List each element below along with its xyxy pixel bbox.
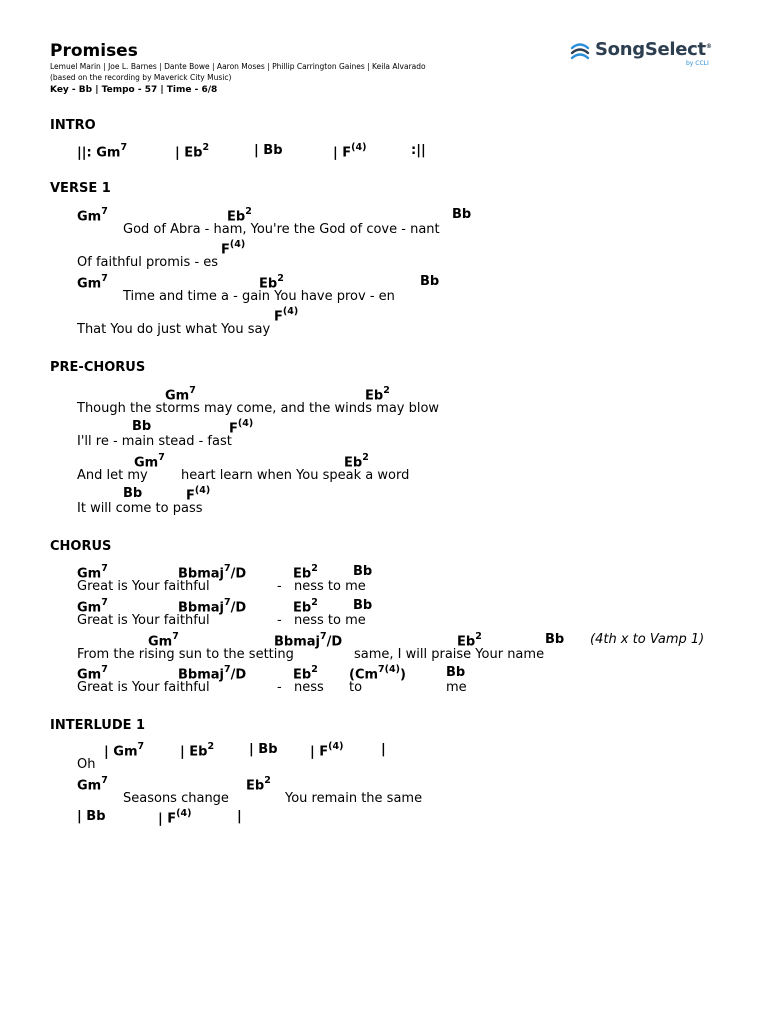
lyric: to [349, 680, 363, 695]
chord: Gm$^7$ [165, 385, 196, 404]
chord: | Eb$^2$ [175, 142, 210, 161]
lyric: Great is Your faithful [77, 680, 210, 695]
lyric: You remain the same [285, 791, 423, 806]
section-chorus: CHORUS [50, 539, 112, 554]
chord: Bb [353, 598, 373, 613]
lyric: Though the storms may come, and the winds may blow [77, 401, 440, 416]
lyric: ness to me [294, 579, 366, 594]
chord: Gm$^7$ [77, 597, 108, 616]
intro-row [0, 143, 768, 183]
section-prechorus: PRE-CHORUS [50, 360, 146, 375]
chord: $F^{(4)}$ [229, 418, 254, 437]
chord: Gm$^7$ [77, 775, 108, 794]
chord: Bbmaj$^7$/D [178, 597, 247, 616]
lyric: Seasons change [123, 791, 229, 806]
lyric: Time and time a - gain You have prov - en [123, 289, 395, 304]
chord: Gm$^7$ [134, 452, 165, 471]
chord: Eb$^2$ [457, 631, 482, 650]
chord: Bb [132, 419, 152, 434]
chord: | Bb [249, 742, 278, 757]
section-verse1: VERSE 1 [50, 181, 111, 196]
chord: $(Cm^{7(4)})$ [349, 664, 406, 683]
chord: | $F^{(4)}$ [158, 808, 192, 827]
chord: Eb$^2$ [293, 664, 318, 683]
chord: Bb [353, 564, 373, 579]
chord: Bbmaj$^7$/D [178, 563, 247, 582]
chord: Gm$^7$ [77, 273, 108, 292]
chord: $F^{(4)}$ [274, 306, 299, 325]
vamp-note: (4th x to Vamp 1) [590, 632, 705, 647]
lyric: ness to me [294, 613, 366, 628]
prechorus-line4 [0, 486, 768, 526]
lyric: same, I will praise Your name [354, 647, 545, 662]
logo-by-ccli: by CCLI [686, 60, 709, 67]
lyric: Great is Your faithful [77, 613, 210, 628]
chord: Gm$^7$ [77, 664, 108, 683]
chord: Bb [545, 632, 565, 647]
interlude1-line3 [0, 809, 768, 849]
section-interlude1: INTERLUDE 1 [50, 718, 146, 733]
verse1-line4 [0, 307, 768, 347]
song-title: Promises [50, 41, 138, 61]
chord: | Eb$^2$ [180, 741, 215, 760]
chord: Eb$^2$ [344, 452, 369, 471]
lyric: It will come to pass [77, 501, 203, 516]
chord: Bb [452, 207, 472, 222]
chord: Gm$^7$ [77, 563, 108, 582]
chord: Bb [446, 665, 466, 680]
chord: | Bb [254, 143, 283, 158]
lyric: ness [294, 680, 324, 695]
lyric: Oh [77, 757, 96, 772]
based-on-note: (based on the recording by Maverick City Music) [50, 73, 232, 82]
song-authors: Lemuel Marin | Joe L. Barnes | Dante Bowe | Aaron Moses | Phillip Carrington Gaines | Keila Alvarado [50, 62, 426, 71]
chorus-line4 [0, 665, 768, 705]
lyric: - [277, 680, 282, 695]
songselect-logo-icon [568, 39, 592, 63]
chord: | [381, 742, 386, 757]
chord: Bb [123, 486, 143, 501]
lyric: Of faithful promis - es [77, 255, 219, 270]
chord: | [237, 809, 242, 824]
logo-wordmark: SongSelect® [595, 39, 712, 60]
lyric: me [446, 680, 467, 695]
chord: Gm$^7$ [77, 206, 108, 225]
chord: | $F^{(4)}$ [333, 142, 367, 161]
chord: Bb [420, 274, 440, 289]
lyric: God of Abra - ham, You're the God of cove - nant [123, 222, 440, 237]
songselect-logo [568, 38, 728, 74]
chord: | Bb [77, 809, 106, 824]
chord: | $F^{(4)}$ [310, 741, 344, 760]
chord: Eb$^2$ [293, 597, 318, 616]
lyric: - [277, 613, 282, 628]
lyric: heart learn when You speak a word [181, 468, 410, 483]
chord: Bbmaj$^7$/D [178, 664, 247, 683]
chord: Bbmaj$^7$/D [274, 631, 343, 650]
section-intro: INTRO [50, 118, 96, 133]
chord: $F^{(4)}$ [221, 239, 246, 258]
chord: | Gm$^7$ [104, 741, 145, 760]
chord: Eb$^2$ [246, 775, 271, 794]
lyric: I'll re - main stead - fast [77, 434, 232, 449]
chord: Eb$^2$ [293, 563, 318, 582]
lyric: - [277, 579, 282, 594]
key-tempo-time: Key - Bb | Tempo - 57 | Time - 6/8 [50, 85, 218, 95]
lyric: That You do just what You say [77, 322, 271, 337]
chord: Gm$^7$ [148, 631, 179, 650]
chord: Eb$^2$ [227, 206, 252, 225]
chord: ||: Gm$^7$ [77, 142, 128, 161]
chord: Eb$^2$ [259, 273, 284, 292]
lyric: Great is Your faithful [77, 579, 210, 594]
chord: $F^{(4)}$ [186, 485, 211, 504]
lyric: From the rising sun to the setting [77, 647, 294, 662]
chord: :|| [411, 143, 426, 158]
chord: Eb$^2$ [365, 385, 390, 404]
lyric: And let my [77, 468, 148, 483]
